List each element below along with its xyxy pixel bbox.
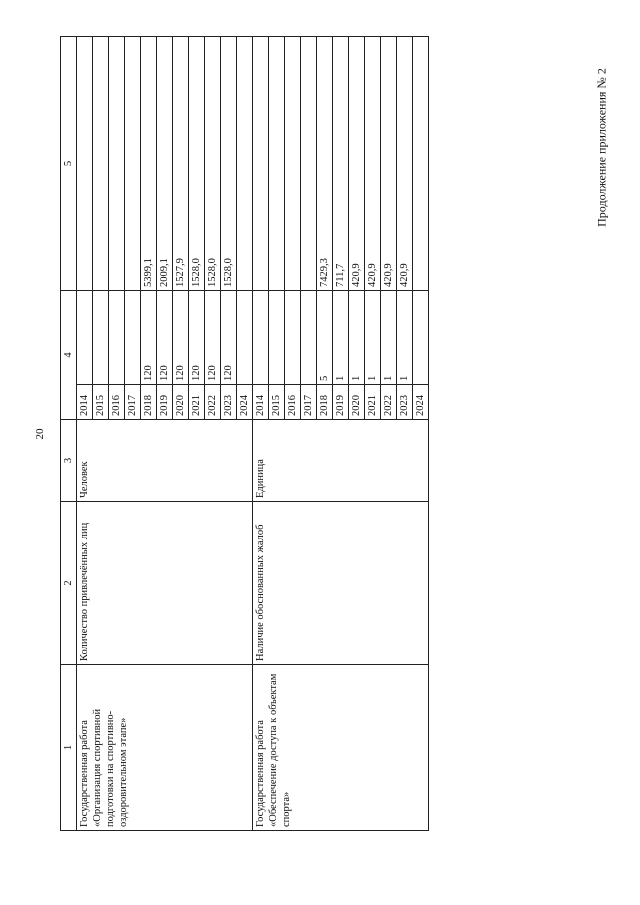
value-col5-cell — [413, 37, 429, 291]
value-col5-cell: 420,9 — [365, 37, 381, 291]
value-col5-cell: 5399,1 — [141, 37, 157, 291]
page-number: 20 — [34, 428, 46, 440]
value-col5-cell — [285, 37, 301, 291]
value-col5-cell — [301, 37, 317, 291]
value-col4-cell — [109, 291, 125, 385]
year-cell: 2018 — [317, 385, 333, 420]
year-cell: 2018 — [141, 385, 157, 420]
continuation-caption-box — [582, 40, 622, 260]
year-cell: 2014 — [253, 385, 269, 420]
year-cell: 2024 — [237, 385, 253, 420]
value-col4-cell: 5 — [317, 291, 333, 385]
header-col-1: 1 — [61, 665, 77, 831]
year-cell: 2022 — [381, 385, 397, 420]
header-col-5: 5 — [61, 37, 77, 291]
indicator-cell: Наличие обоснованных жалоб — [253, 502, 429, 665]
value-col5-cell: 420,9 — [349, 37, 365, 291]
year-cell: 2016 — [285, 385, 301, 420]
value-col5-cell — [269, 37, 285, 291]
year-cell: 2023 — [221, 385, 237, 420]
value-col4-cell: 1 — [349, 291, 365, 385]
work-name-cell: Государственная работа «Организация спортивной подготовки на спортивно-оздоровительном этапе» — [77, 665, 253, 831]
year-cell: 2017 — [125, 385, 141, 420]
value-col4-cell: 1 — [333, 291, 349, 385]
value-col4-cell — [301, 291, 317, 385]
value-col4-cell — [125, 291, 141, 385]
value-col4-cell: 120 — [205, 291, 221, 385]
appendix-table — [60, 36, 429, 831]
table-rotated-container — [60, 37, 546, 831]
value-col5-cell — [93, 37, 109, 291]
value-col5-cell: 420,9 — [397, 37, 413, 291]
year-cell: 2021 — [189, 385, 205, 420]
value-col5-cell: 711,7 — [333, 37, 349, 291]
value-col4-cell — [285, 291, 301, 385]
year-cell: 2023 — [397, 385, 413, 420]
value-col5-cell: 1527,9 — [173, 37, 189, 291]
year-cell: 2019 — [333, 385, 349, 420]
value-col4-cell: 120 — [141, 291, 157, 385]
year-cell: 2014 — [77, 385, 93, 420]
year-cell: 2021 — [365, 385, 381, 420]
value-col5-cell — [237, 37, 253, 291]
header-row — [61, 37, 77, 831]
year-cell: 2024 — [413, 385, 429, 420]
year-cell: 2022 — [205, 385, 221, 420]
value-col4-cell: 1 — [365, 291, 381, 385]
indicator-cell: Количество привлечённых лиц — [77, 502, 253, 665]
year-cell: 2020 — [349, 385, 365, 420]
value-col4-cell: 1 — [381, 291, 397, 385]
header-col-3: 3 — [61, 420, 77, 502]
work-name-cell: Государственная работа «Обеспечение доступа к объектам спорта» — [253, 665, 429, 831]
value-col4-cell: 120 — [189, 291, 205, 385]
value-col5-cell: 1528,0 — [221, 37, 237, 291]
continuation-caption: Продолжение приложения № 2 — [594, 68, 609, 227]
year-cell: 2015 — [93, 385, 109, 420]
value-col4-cell — [93, 291, 109, 385]
year-cell: 2017 — [301, 385, 317, 420]
value-col4-cell — [237, 291, 253, 385]
value-col5-cell — [77, 37, 93, 291]
year-cell: 2015 — [269, 385, 285, 420]
table-row — [77, 37, 93, 831]
year-cell: 2016 — [109, 385, 125, 420]
year-cell: 2020 — [173, 385, 189, 420]
value-col4-cell — [77, 291, 93, 385]
header-col-4: 4 — [61, 291, 77, 420]
year-cell: 2019 — [157, 385, 173, 420]
value-col4-cell — [269, 291, 285, 385]
value-col4-cell — [253, 291, 269, 385]
value-col4-cell — [413, 291, 429, 385]
value-col5-cell: 7429,3 — [317, 37, 333, 291]
value-col5-cell: 420,9 — [381, 37, 397, 291]
value-col4-cell: 120 — [157, 291, 173, 385]
unit-cell: Единица — [253, 420, 429, 502]
value-col4-cell: 120 — [221, 291, 237, 385]
table-row — [253, 37, 269, 831]
value-col5-cell: 2009,1 — [157, 37, 173, 291]
value-col5-cell — [125, 37, 141, 291]
value-col5-cell — [109, 37, 125, 291]
value-col5-cell: 1528,0 — [205, 37, 221, 291]
header-col-2: 2 — [61, 502, 77, 665]
unit-cell: Человек — [77, 420, 253, 502]
value-col4-cell: 1 — [397, 291, 413, 385]
value-col4-cell: 120 — [173, 291, 189, 385]
value-col5-cell — [253, 37, 269, 291]
value-col5-cell: 1528,0 — [189, 37, 205, 291]
